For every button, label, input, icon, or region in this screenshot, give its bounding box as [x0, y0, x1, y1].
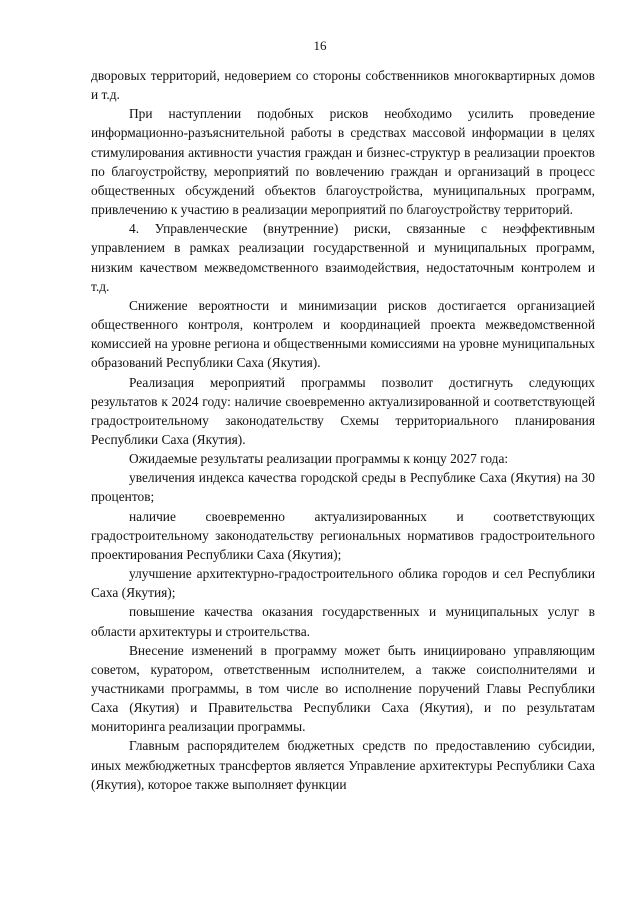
- page-number: 16: [313, 38, 327, 53]
- paragraph-services-quality: повышение качества оказания государственных и муниципальных услуг в области архитектуры и строительства.: [91, 604, 595, 639]
- paragraph-program-changes: Внесение изменений в программу может быть инициировано управляющим советом, куратором, ответственным исполнителем, а также соисполнителями и участниками программы, в том числе во исполнение поручений Главы Республики Саха (Якутия) и Правительства Республики Саха (Якутия), и по результатам мониторинга реализации программы.: [91, 642, 595, 735]
- paragraph-architectural-appearance: улучшение архитектурно-градостроительного облика городов и сел Республики Саха (Якутия);: [91, 566, 595, 601]
- paragraph-results-2024: Реализация мероприятий программы позволит достигнуть следующих результатов к 2024 году: наличие своевременно актуализированной и соответствующей градостроительному законодательству Схемы территориального планирования Республики Саха (Якутия).: [91, 374, 595, 447]
- paragraph-regional-norms: наличие своевременно актуализированных и соответствующих градостроительному законодательству региональных нормативов градостроительного проектирования Республики Саха (Якутия);: [91, 508, 595, 562]
- paragraph-expected-results-2027: Ожидаемые результаты реализации программы к концу 2027 года:: [129, 451, 509, 467]
- paragraph-urban-quality-index: увеличения индекса качества городской среды в Республике Саха (Якутия) на 30 процентов;: [91, 470, 595, 505]
- paragraph-risk-reduction: Снижение вероятности и минимизации рисков достигается организацией общественного контроля, контролем и координацией проекта межведомственной комиссией на уровне региона и общественными комиссиями на уровне муниципальных образований Республики Саха (Якутия).: [91, 297, 595, 371]
- paragraph-risk-mitigation-info: При наступлении подобных рисков необходимо усилить проведение информационно-разъяснительной работы в средствах массовой информации в целях стимулирования активности участия граждан и бизнес-структур в реализации проектов по благоустройству, мероприятий по вовлечению граждан и организаций в процесс общественных обсуждений объектов благоустройства, муниципальных программ, привлечению к участию в реализации мероприятий по благоустройству территорий.: [91, 106, 595, 218]
- body-text: [91, 66, 595, 794]
- paragraph-continuation: дворовых территорий, недоверием со стороны собственников многоквартирных домов и т.д.: [91, 68, 595, 103]
- paragraph-management-risks: 4. Управленческие (внутренние) риски, связанные с неэффективным управлением в рамках реализации государственной и муниципальных программ, низким качеством межведомственного взаимодействия, недостаточным контролем и т.д.: [91, 221, 595, 294]
- paragraph-budget-administrator: Главным распорядителем бюджетных средств по предоставлению субсидии, иных межбюджетных трансфертов является Управление архитектуры Республики Саха (Якутия), которое также выполняет функции: [91, 738, 595, 792]
